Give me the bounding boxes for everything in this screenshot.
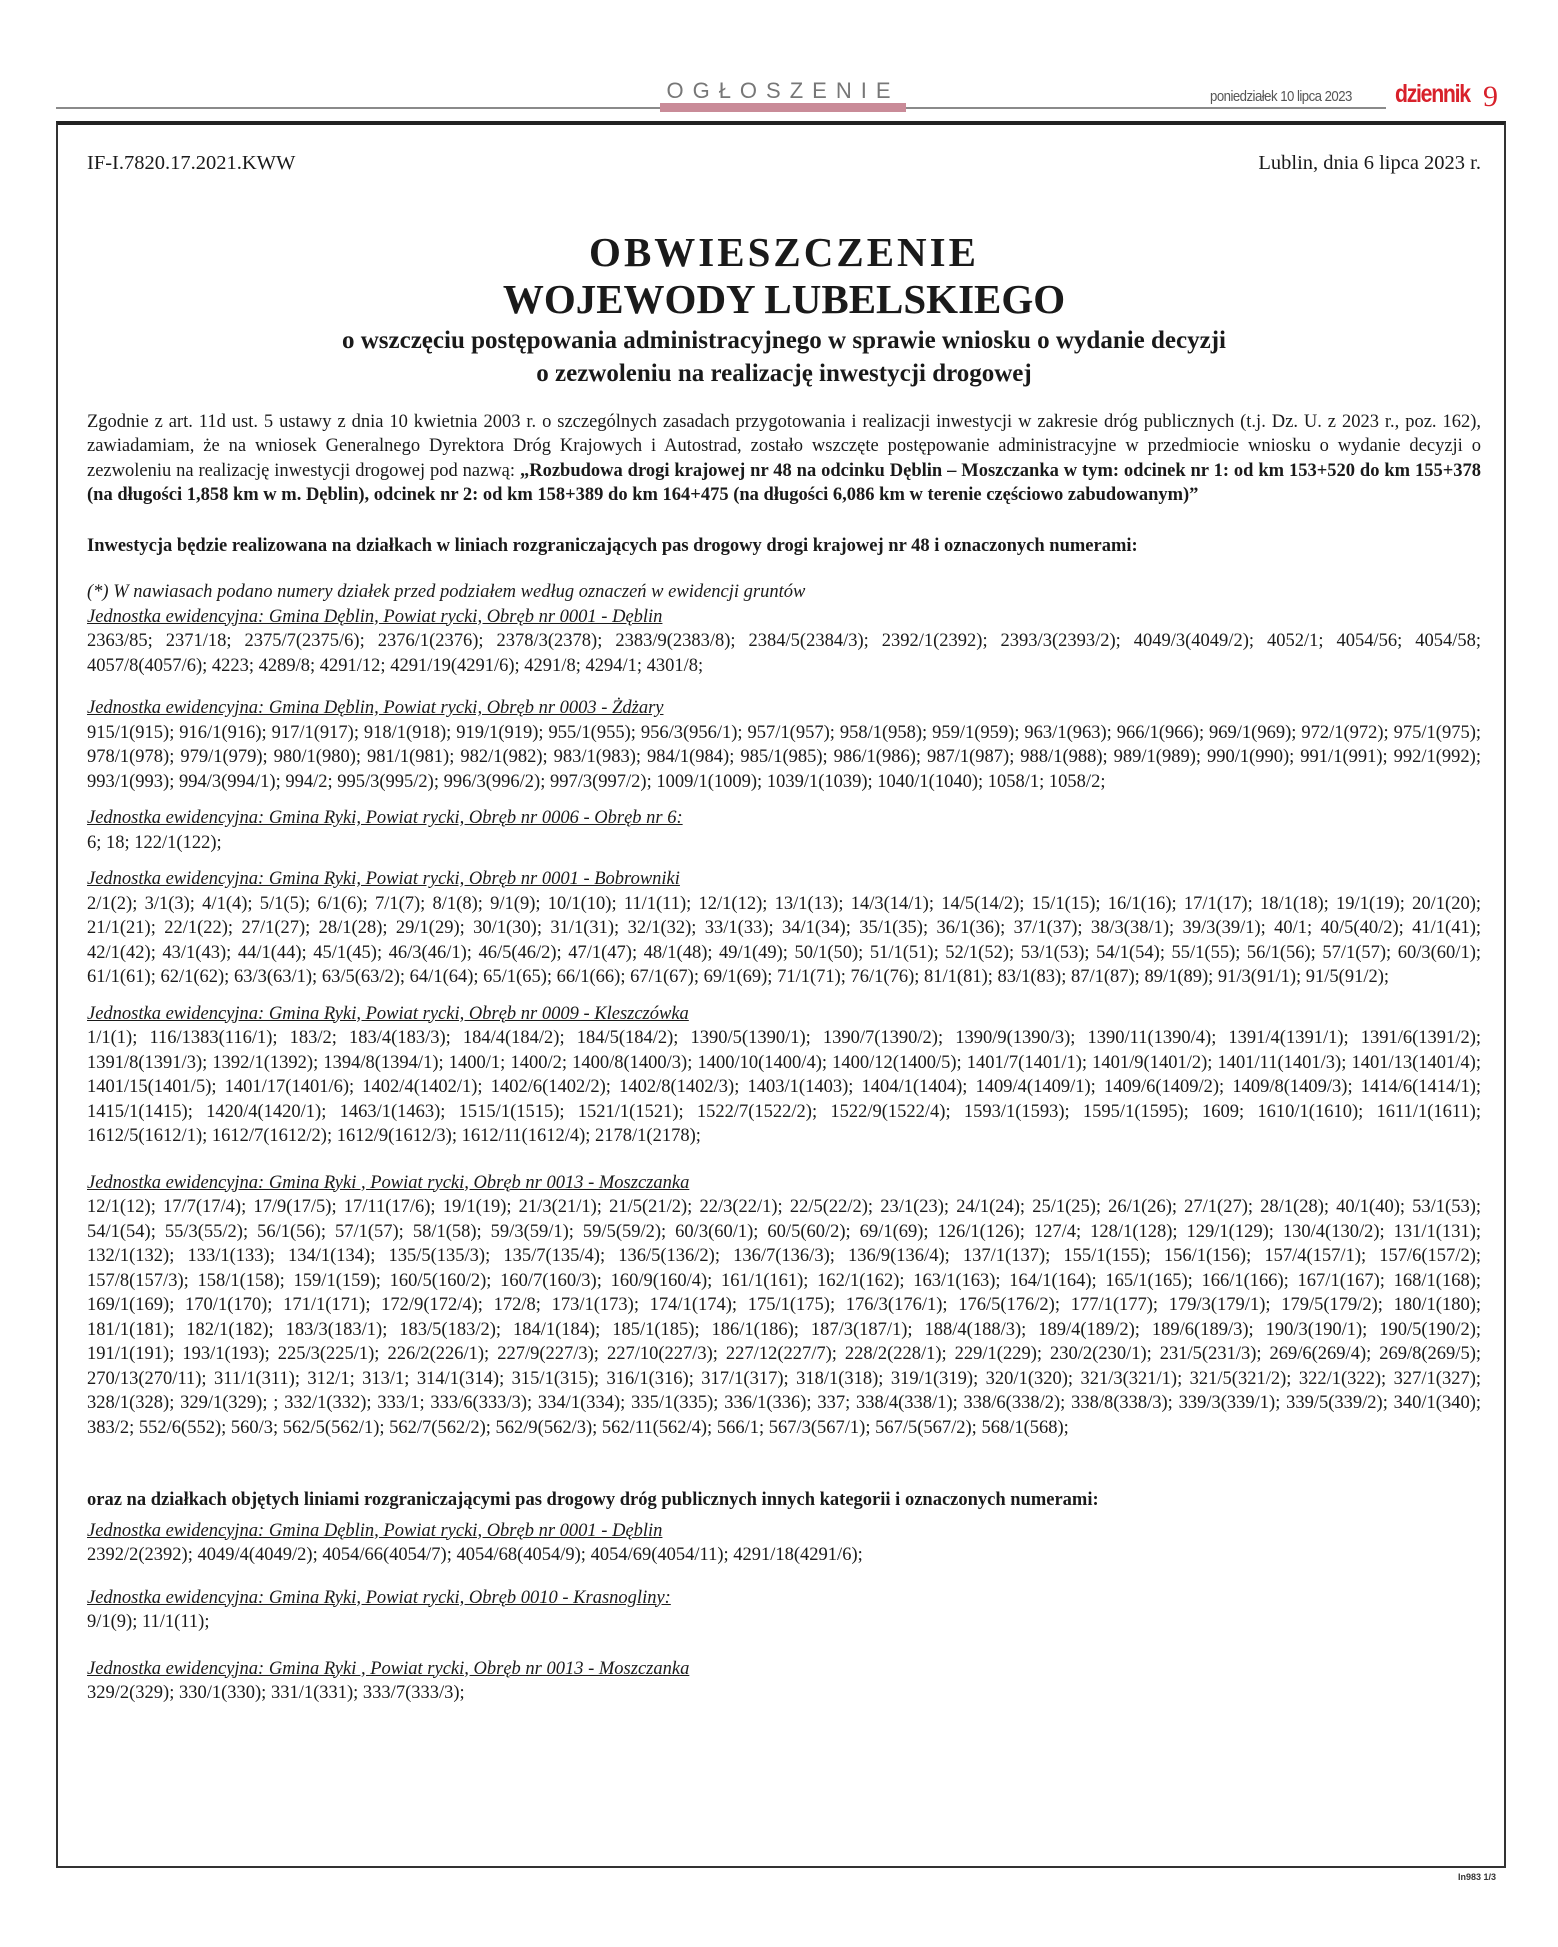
parcel-list: 2392/2(2392); 4049/4(4049/2); 4054/66(4054/7); 4054/68(4054/9); 4054/69(4054/11); 4291/18(4291/6); bbox=[87, 1545, 863, 1565]
section-heading: Jednostka ewidencyjna: Gmina Ryki, Powiat rycki, Obręb nr 0006 - Obręb nr 6: bbox=[87, 808, 683, 828]
investment-name: „Rozbudowa drogi krajowej nr 48 na odcinku Dęblin – Moszczanka w tym: odcinek nr 1: od km 153+520 do km 155+378 (na długości 1,858 km w m. Dęblin), odcinek nr 2: od km 158+389 do km 164+475 (na długości 6,086 km w terenie częściowo zabudowanym)” bbox=[87, 460, 1482, 505]
reference-number: IF-I.7820.17.2021.KWW bbox=[87, 152, 296, 174]
parcel-sections-main bbox=[87, 605, 1481, 1441]
ad-code: In983 1/3 bbox=[1458, 1872, 1497, 1882]
issue-date: poniedziałek 10 lipca 2023 bbox=[1210, 88, 1352, 105]
section-heading: Jednostka ewidencyjna: Gmina Dęblin, Powiat rycki, Obręb nr 0001 - Dęblin bbox=[87, 1520, 663, 1541]
title: OBWIESZCZENIE bbox=[589, 228, 979, 275]
intro-paragraph bbox=[87, 410, 1481, 508]
parcel-list: 9/1(9); 11/1(11); bbox=[87, 1612, 210, 1632]
lead-other-roads: oraz na działkach objętych liniami rozgraniczającymi pas drogowy dróg publicznych innych kategorii i oznaczonych numerami: bbox=[87, 1490, 1099, 1510]
announcement-frame bbox=[56, 121, 1506, 1868]
parcel-list: 12/1(12); 17/7(17/4); 17/9(17/5); 17/11(17/6); 19/1(19); 21/3(21/1); 21/5(21/2); 22/3(22/1); 22/5(22/2); 23/1(23); 24/1(24); 25/1(25); 26/1(26); 27/1(27); 28/1(28); 40/1(40); 53/1(53); 54/1(54); 55/3(55/2); 56/1(56); 57/1(57); 58/1(58); 59/3(59/1); 59/5(59/2); 60/3(60/1); 60/5(60/2); 69/1(69); 126/1(126); 127/4; 128/1(128); 129/1(129); 130/4(130/2); 131/1(131); 132/1(132); 133/1(133); 134/1(134); 135/5(135/3); 135/7(135/4); 136/5(136/2); 136/7(136/3); 136/9(136/4); 137/1(137); 155/1(155); 156/1(156); 157/4(157/1); 157/6(157/2); 157/8(157/3); 158/1(158); 159/1(159); 160/5(160/2); 160/7(160/3); 160/9(160/4); 161/1(161); 162/1(162); 163/1(163); 164/1(164); 165/1(165); 166/1(166); 167/1(167); 168/1(168); 169/1(169); 170/1(170); 171/1(171); 172/9(172/4); 172/8; 173/1(173); 174/1(174); 175/1(175); 176/3(176/1); 176/5(176/2); 177/1(177); 179/3(179/1); 179/5(179/2); 180/1(180); 181/1(181); 182/1(182); 183/3(183/1); 183/5(183/2); 184/1(184); 185/1(185); 186/1(186); 187/3(187/1); 188/4(188/3); 189/4(189/2); 189/6(189/3); 190/3(190/1); 190/5(190/2); 191/1(191); 193/1(193); 225/3(225/1); 226/2(226/1); 227/9(227/3); 227/10(227/3); 227/12(227/7); 228/2(228/1); 229/1(229); 230/2(230/1); 231/5(231/3); 269/6(269/4); 269/8(269/5); 270/13(270/11); 311/1(311); 312/1; 313/1; 314/1(314); 315/1(315); 316/1(316); 317/1(317); 318/1(318); 319/1(319); 320/1(320); 321/3(321/1); 321/5(321/2); 322/1(322); 327/1(327); 328/1(328); 329/1(329); ; 332/1(332); 333/1; 333/6(333/3); 334/1(334); 335/1(335); 336/1(336); 337; 338/4(338/1); 338/6(338/2); 338/8(338/3); 339/3(339/1); 339/5(339/2); 340/1(340); 383/2; 552/6(552); 560/3; 562/5(562/1); 562/7(562/2); 562/9(562/3); 562/11(562/4); 566/1; 567/3(567/1); 567/5(567/2); 568/1(568); bbox=[87, 1197, 1481, 1438]
parcel-list: 2/1(2); 3/1(3); 4/1(4); 5/1(5); 6/1(6); 7/1(7); 8/1(8); 9/1(9); 10/1(10); 11/1(11); 12/1(12); 13/1(13); 14/3(14/1); 14/5(14/2); 15/1(15); 16/1(16); 17/1(17); 18/1(18); 19/1(19); 20/1(20); 21/1(21); 22/1(22); 27/1(27); 28/1(28); 29/1(29); 30/1(30); 31/1(31); 32/1(32); 33/1(33); 34/1(34); 35/1(35); 36/1(36); 37/1(37); 38/3(38/1); 39/3(39/1); 40/1; 40/5(40/2); 41/1(41); 42/1(42); 43/1(43); 44/1(44); 45/1(45); 46/3(46/1); 46/5(46/2); 47/1(47); 48/1(48); 49/1(49); 50/1(50); 51/1(51); 52/1(52); 53/1(53); 54/1(54); 55/1(55); 56/1(56); 57/1(57); 60/3(60/1); 61/1(61); 62/1(62); 63/3(63/1); 63/5(63/2); 64/1(64); 65/1(65); 66/1(66); 67/1(67); 69/1(69); 71/1(71); 76/1(76); 81/1(81); 83/1(83); 87/1(87); 89/1(89); 91/3(91/1); 91/5(91/2); bbox=[87, 893, 1481, 987]
parcel-section bbox=[87, 696, 1481, 794]
section-title: OGŁOSZENIE bbox=[666, 78, 900, 103]
parcel-section bbox=[87, 1519, 1481, 1568]
parcel-section bbox=[87, 1657, 1481, 1706]
announcement-body bbox=[87, 145, 1481, 1706]
section-heading: Jednostka ewidencyjna: Gmina Ryki, Powiat rycki, Obręb nr 0001 - Bobrowniki bbox=[87, 869, 680, 889]
parcel-section bbox=[87, 806, 1481, 855]
parcel-list: 329/2(329); 330/1(330); 331/1(331); 333/7(333/3); bbox=[87, 1683, 465, 1703]
subtitle-line-1: o wszczęciu postępowania administracyjnego w sprawie wniosku o wydanie decyzji bbox=[341, 326, 1226, 354]
place-date: Lublin, dnia 6 lipca 2023 r. bbox=[1258, 152, 1481, 174]
subtitle-line-2: o zezwoleniu na realizację inwestycji drogowej bbox=[536, 359, 1032, 387]
parcel-list: 6; 18; 122/1(122); bbox=[87, 832, 222, 853]
section-heading: Jednostka ewidencyjna: Gmina Ryki , Powiat rycki, Obręb nr 0013 - Moszczanka bbox=[87, 1658, 690, 1679]
title-authority: WOJEWODY LUBELSKIEGO bbox=[502, 275, 1066, 322]
parcel-section bbox=[87, 1586, 1481, 1635]
section-heading: Jednostka ewidencyjna: Gmina Ryki, Powiat rycki, Obręb nr 0009 - Kleszczówka bbox=[87, 1003, 689, 1024]
section-heading: Jednostka ewidencyjna: Gmina Ryki , Powiat rycki, Obręb nr 0013 - Moszczanka bbox=[87, 1172, 690, 1193]
parcel-list: 1/1(1); 116/1383(116/1); 183/2; 183/4(183/3); 184/4(184/2); 184/5(184/2); 1390/5(1390/1); 1390/7(1390/2); 1390/9(1390/3); 1390/11(1390/4); 1391/4(1391/1); 1391/6(1391/2); 1391/8(1391/3); 1392/1(1392); 1394/8(1394/1); 1400/1; 1400/2; 1400/8(1400/3); 1400/10(1400/4); 1400/12(1400/5); 1401/7(1401/1); 1401/9(1401/2); 1401/11(1401/3); 1401/13(1401/4); 1401/15(1401/5); 1401/17(1401/6); 1402/4(1402/1); 1402/6(1402/2); 1402/8(1402/3); 1403/1(1403); 1404/1(1404); 1409/4(1409/1); 1409/6(1409/2); 1409/8(1409/3); 1414/6(1414/1); 1415/1(1415); 1420/4(1420/1); 1463/1(1463); 1515/1(1515); 1521/1(1521); 1522/7(1522/2); 1522/9(1522/4); 1593/1(1593); 1595/1(1595); 1609; 1610/1(1610); 1611/1(1611); 1612/5(1612/1); 1612/7(1612/2); 1612/9(1612/3); 1612/11(1612/4); 2178/1(2178); bbox=[87, 1028, 1481, 1146]
parcel-section bbox=[87, 1002, 1481, 1149]
parcel-section bbox=[87, 1171, 1481, 1441]
page-number: 9 bbox=[1483, 80, 1498, 113]
lead-main-road: Inwestycja będzie realizowana na działkach w liniach rozgraniczających pas drogowy drogi krajowej nr 48 i oznaczonych numerami: bbox=[87, 535, 1138, 556]
section-heading: Jednostka ewidencyjna: Gmina Dęblin, Powiat rycki, Obręb nr 0001 - Dęblin bbox=[87, 606, 663, 627]
footnote: (*) W nawiasach podano numery działek przed podziałem według oznaczeń w ewidencji gruntów bbox=[87, 582, 806, 602]
section-accent-bar bbox=[660, 103, 906, 112]
parcel-list: 915/1(915); 916/1(916); 917/1(917); 918/1(918); 919/1(919); 955/1(955); 956/3(956/1); 957/1(957); 958/1(958); 959/1(959); 963/1(963); 966/1(966); 969/1(969); 972/1(972); 975/1(975); 978/1(978); 979/1(979); 980/1(980); 981/1(981); 982/1(982); 983/1(983); 984/1(984); 985/1(985); 986/1(986); 987/1(987); 988/1(988); 989/1(989); 990/1(990); 991/1(991); 992/1(992); 993/1(993); 994/3(994/1); 994/2; 995/3(995/2); 996/3(996/2); 997/3(997/2); 1009/1(1009); 1039/1(1039); 1040/1(1040); 1058/1; 1058/2; bbox=[87, 722, 1481, 792]
intro-text: Zgodnie z art. 11d ust. 5 ustawy z dnia 10 kwietnia 2003 r. o szczególnych zasadach przygotowania i realizacji inwestycji w zakresie dróg publicznych (t.j. Dz. U. z 2023 r., poz. 162), zawiadamiam, że na wniosek Generalnego Dyrektora Dróg Krajowych i Autostrad, zostało wszczęte postępowanie administracyjne w przedmiocie wniosku o wydanie decyzji o zezwoleniu na realizację inwestycji drogowej pod nazwą: bbox=[87, 411, 1481, 481]
newspaper-logo: dziennik bbox=[1395, 80, 1470, 108]
parcel-section bbox=[87, 605, 1481, 679]
section-heading: Jednostka ewidencyjna: Gmina Dęblin, Powiat rycki, Obręb nr 0003 - Żdżary bbox=[87, 698, 664, 718]
parcel-list: 2363/85; 2371/18; 2375/7(2375/6); 2376/1(2376); 2378/3(2378); 2383/9(2383/8); 2384/5(2384/3); 2392/1(2392); 2393/3(2393/2); 4049/3(4049/2); 4052/1; 4054/56; 4054/58; 4057/8(4057/6); 4223; 4289/8; 4291/12; 4291/19(4291/6); 4291/8; 4294/1; 4301/8; bbox=[87, 631, 1481, 676]
parcel-sections-other bbox=[87, 1519, 1481, 1706]
section-heading: Jednostka ewidencyjna: Gmina Ryki, Powiat rycki, Obręb 0010 - Krasnogliny: bbox=[87, 1587, 671, 1608]
parcel-section bbox=[87, 867, 1481, 990]
